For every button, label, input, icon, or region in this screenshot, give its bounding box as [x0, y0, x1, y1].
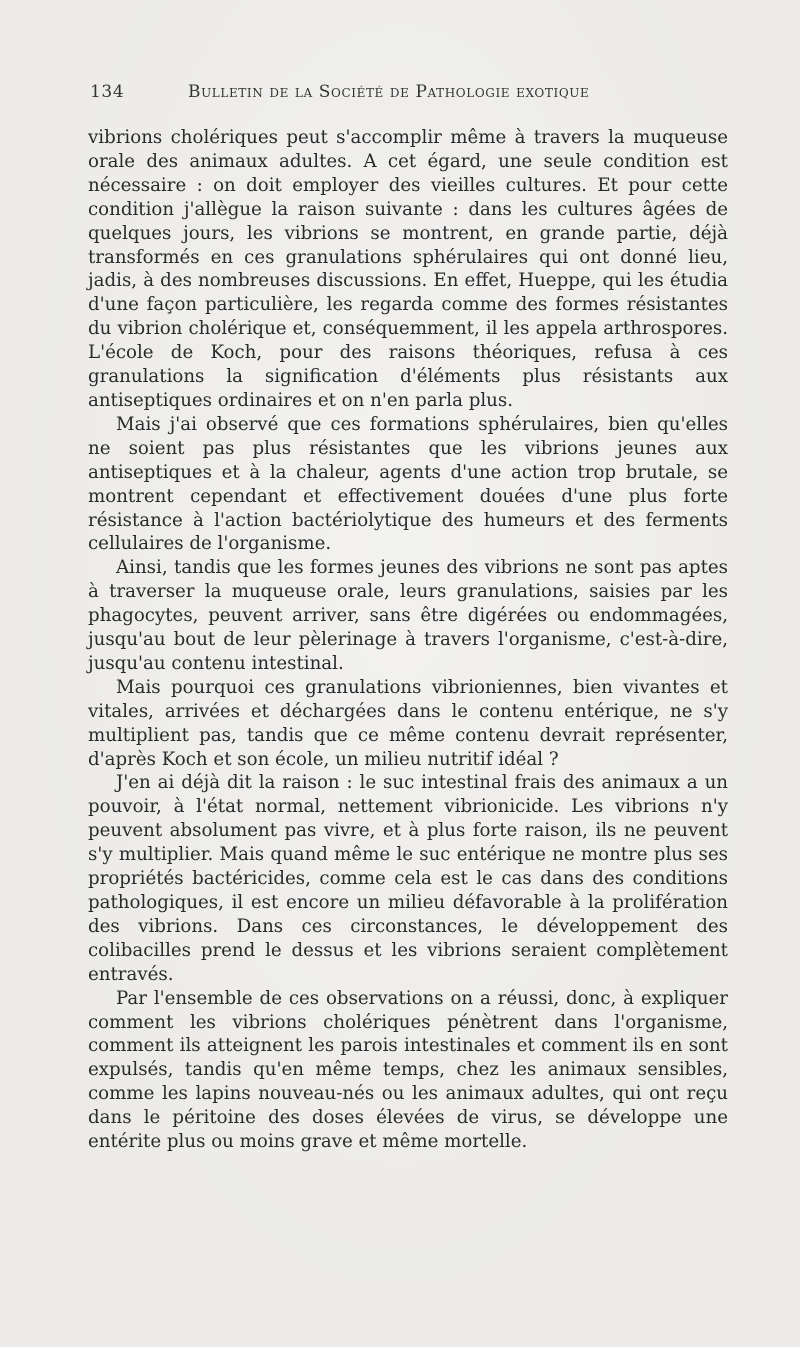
paragraph: Ainsi, tandis que les formes jeunes des vibrions ne sont pas aptes à traverser la muqueuse orale, leurs granulations, saisies par les phagocytes, peuvent arriver, sans être digérées ou endommagées, jusqu'au bout de leur pèlerinage à travers l'organisme, c'est-à-dire, jusqu'au contenu intestinal. [88, 557, 728, 674]
page-number: 134 [90, 82, 125, 102]
paragraph: Par l'ensemble de ces observations on a réussi, donc, à expliquer comment les vibrions cholériques pénètrent dans l'organisme, comment ils atteignent les parois intestinales et comment ils en sont expulsés, tandis qu'en même temps, chez les animaux sensibles, comme les lapins nouveau-nés ou les animaux adultes, qui ont reçu dans le péritoine des doses élevées de virus, se développe une entérite plus ou moins grave et même mortelle. [88, 987, 728, 1153]
paragraph: Mais pourquoi ces granulations vibrioniennes, bien vivantes et vitales, arrivées et déchargées dans le contenu entérique, ne s'y multiplient pas, tandis que ce même contenu devrait représenter, d'après Koch et son école, un milieu nutritif idéal ? [88, 676, 728, 770]
running-header [90, 82, 722, 112]
paragraph: J'en ai déjà dit la raison : le suc intestinal frais des animaux a un pouvoir, à l'état normal, nettement vibrionicide. Les vibrions n'y peuvent absolument pas vivre, et à plus forte raison, ils ne peuvent s'y multiplier. Mais quand même le suc entérique ne montre plus ses propriétés bactéricides, comme cela est le cas dans des conditions pathologiques, il est encore un milieu défavorable à la prolifération des vibrions. Dans ces circonstances, le développement des colibacilles prend le dessus et les vibrions seraient complètement entravés. [88, 772, 728, 985]
body-text [88, 126, 728, 1154]
paragraph: vibrions cholériques peut s'accomplir même à travers la muqueuse orale des animaux adultes. A cet égard, une seule condition est nécessaire : on doit employer des vieilles cultures. Et pour cette condition j'allègue la raison suivante : dans les cultures âgées de quelques jours, les vibrions se montrent, en grande partie, déjà transformés en ces granulations sphérulaires qui ont donné lieu, jadis, à des nombreuses discussions. En effet, Hueppe, qui les étudia d'une façon particulière, les regarda comme des formes résistantes du vibrion cholérique et, conséquemment, il les appela arthrospores. L'école de Koch, pour des raisons théoriques, refusa à ces granulations la signification d'éléments plus résistants aux antiseptiques ordinaires et on n'en parla plus. [88, 127, 728, 411]
paragraph: Mais j'ai observé que ces formations sphérulaires, bien qu'elles ne soient pas plus résistantes que les vibrions jeunes aux antiseptiques et à la chaleur, agents d'une action trop brutale, se montrent cependant et effectivement douées d'une plus forte résistance à l'action bactériolytique des humeurs et des ferments cellulaires de l'organisme. [88, 413, 728, 555]
running-title: Bulletin de la Société de Pathologie exotique [188, 82, 590, 102]
